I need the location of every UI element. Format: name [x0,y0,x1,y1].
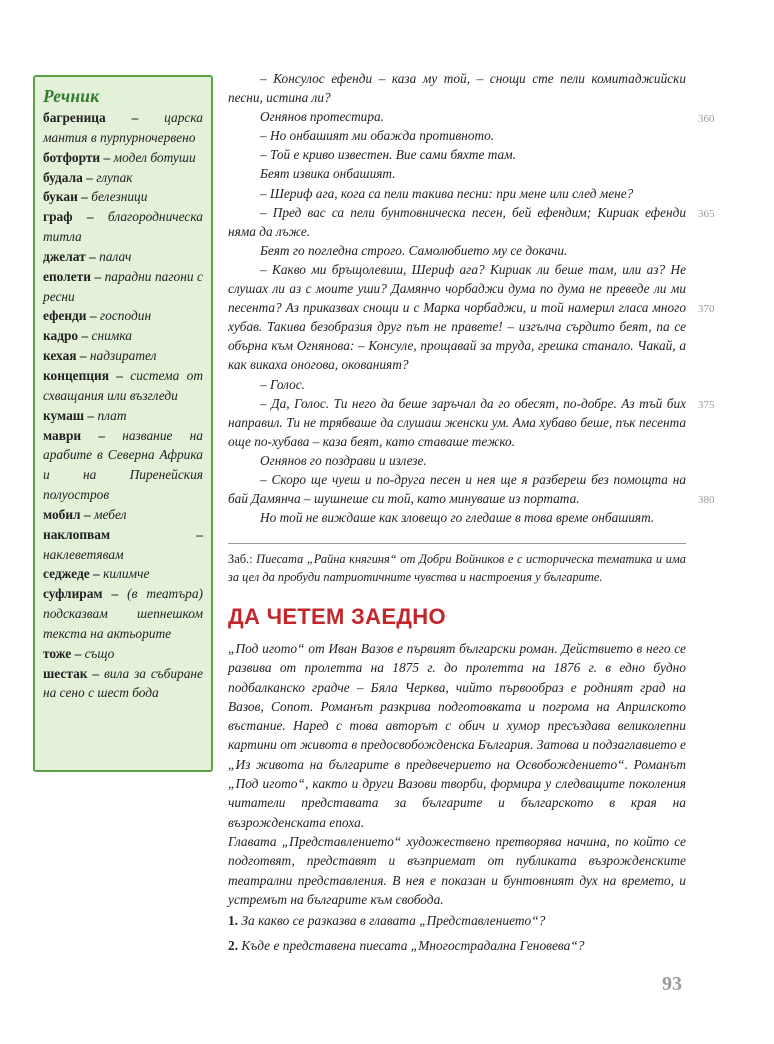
glossary-entry: будала – глупак [43,169,133,185]
note-label: Заб.: [228,552,253,566]
glossary-box [33,75,213,772]
dialogue-line: – Скоро ще чуеш и по-друга песен и нея ще я разбереш без помощта на бай Дамянча – шушнеше си той, като минуваше из портата. [228,471,686,507]
glossary-definition: плат [97,407,127,423]
glossary-definition: (в театъра) подсказвам шепнешком текста на актьорите [43,586,203,641]
dialogue-text [228,69,686,527]
glossary-term: граф [43,209,73,225]
glossary-entry: маври – название на арабите в Северна Африка и на Пиренейския полуостров [43,427,203,503]
question-item [228,911,686,930]
dialogue-line: Беят го погледна строго. Самолюбието му се докачи. [260,242,568,258]
dialogue-line: – Какво ми бръщолевиш, Шериф ага? Кириак ли беше там, или аз? Не слушах ли аз с моите уши? Дамянчо чорбаджи дума по дума не преведе ли ми песента? Аз приказвах снощи и с Марка чорбаджи, и той намерил гласа много хубав. Такива безобразия друг път не правете! – изгълча сърдито беят, па се обърна към Огнянова: – Консуле, прощавай за труда, грешка станало. Чакай, а как викаха оногова, окованият? [228,261,686,373]
glossary-entry: седжеде – килимче [43,566,150,582]
glossary-definition: мебел [93,506,127,522]
glossary-term: багреница [43,110,106,125]
glossary-term: джелат [43,248,86,264]
glossary-term: суфлирам [43,586,103,602]
dialogue-line: – Шериф ага, кога са пели такива песни: при мене или след мене? [260,185,634,201]
dialogue-line: Но той не виждаше как зловещо го гледаше в това време онбашият. [260,510,655,526]
glossary-term: маври [43,427,82,443]
glossary-term: шестак [43,665,88,681]
glossary-term: тоже [43,645,72,661]
glossary-entry: концепция – система от схващания или възгледи [43,367,203,403]
glossary-definition: господин [99,308,152,324]
glossary-entry: джелат – палач [43,248,132,264]
dialogue-line: – Пред вас са пели бунтовническа песен, бей ефендим; Кириак ефенди няма да лъже. [228,204,686,239]
dialogue-line: – Да, Голос. Ти него да беше заръчал да го обесят, по-добре. Аз тъй бих направил. Ти не трябваше да слушаш женски ум. Ама хубаво беше, пък песента още по-хубава – каза беят, като ставаше тежко. [228,395,686,449]
glossary-definition: глупак [96,169,133,185]
glossary-term: кадро [43,328,79,344]
dialogue-line: Огнянов го поздрави и излезе. [260,452,427,468]
dialogue-line: – Но онбашият ми обажда противното. [260,128,495,144]
question-number: 1. [228,913,239,928]
glossary-entry: суфлирам – (в театъра) подсказвам шепнешком текста на актьорите [43,586,203,641]
glossary-definition: белезници [91,189,148,205]
glossary-term: кумаш [43,407,85,423]
glossary-entry: кехая – надзирател [43,348,157,364]
note-divider [228,543,686,544]
page-number: 93 [662,973,682,995]
dialogue-line: – Той е криво известен. Вие сами бяхте там. [260,147,516,163]
glossary-term: еполети [43,268,91,284]
line-number: 365 [698,208,715,220]
glossary-title: Речник [43,86,100,106]
glossary-entry: ефенди – господин [43,308,152,324]
section-body [228,639,686,909]
glossary-term: букаи [43,189,78,205]
glossary-entry: граф – благородническа титла [43,209,203,245]
section-paragraph: Главата „Представлението“ художествено претворява начина, по който се подготвят, представят и възприемат от публиката възрожденските театрални представления. В нея е показан и бунтовният дух на времето, и устремът на българите към свобода. [228,833,686,907]
glossary-entries [43,108,203,703]
glossary-definition: благородническа титла [43,209,203,245]
glossary-term: ефенди [43,308,87,324]
glossary-definition: наклеветявам [43,546,124,562]
glossary-entry: мобил – мебел [43,506,127,522]
line-number: 375 [698,399,715,411]
glossary-term: наклопвам [43,526,111,542]
glossary-entry: тоже – също [43,645,115,661]
glossary-definition: система от схващания или възгледи [43,367,203,403]
section-paragraph: „Под игото“ от Иван Вазов е първият български роман. Действието в него се развива от пролетта на 1875 г. до пролетта на 1876 г. в едно будно подбалканско градче – Бяла Черква, чийто първообраз е родният град на Вазов, Сопот. Романът разкрива подготовката и погрома на Априлското въстание. Наред с това авторът с обич и хумор пресъздава великолепни картини от живота в предосвобожденска България. Затова и подзаглавието е „Из живота на българите в предвечерието на Освобождението“. Романът „Под игото“, както и други Вазови творби, формира у следващите поколения читатели представата за българите и българското в края на възрожденската епоха. [228,641,686,830]
glossary-entry: кадро – снимка [43,328,132,344]
glossary-entry: багреница – царска мантия в пурпурночервено [43,110,203,145]
glossary-entry: наклопвам – наклеветявам [43,526,203,562]
footnote [228,550,686,586]
glossary-term: седжеде [43,566,90,582]
glossary-term: мобил [43,506,81,522]
glossary-definition: снимка [91,328,132,344]
glossary-entry: кумаш – плат [43,407,127,423]
line-number: 360 [698,113,715,125]
glossary-term: ботфорти [43,149,101,165]
glossary-entry: букаи – белезници [43,189,148,205]
dialogue-line: Огнянов протестира. [260,109,384,125]
dialogue-line: Беят извика онбашият. [260,166,396,182]
question-text: Къде е представена пиесата „Многострадална Геновева“? [241,938,585,953]
glossary-definition: също [84,645,115,661]
question-text: За какво се разказва в главата „Представлението“? [241,913,546,928]
glossary-term: концепция [43,367,109,383]
question-item [228,936,686,955]
line-number: 370 [698,303,715,315]
questions [228,911,686,961]
glossary-entry: ботфорти – модел ботуши [43,149,196,165]
glossary-definition: вила за събиране на сено с шест бода [43,665,203,701]
glossary-definition: модел ботуши [113,149,196,165]
line-number: 380 [698,494,715,506]
glossary-entry: шестак – вила за събиране на сено с шест бода [43,665,203,701]
dialogue-line: – Голос. [260,376,306,392]
glossary-term: кехая [43,348,77,364]
glossary-definition: парадни пагони с ресни [43,268,204,304]
glossary-definition: название на арабите в Северна Африка и на Пиренейския полуостров [43,427,203,503]
glossary-definition: надзирател [89,348,157,364]
question-number: 2. [228,938,239,953]
section-title: ДА ЧЕТЕМ ЗАЕДНО [228,604,446,629]
glossary-entry: еполети – парадни пагони с ресни [43,268,204,304]
glossary-term: будала [43,169,83,185]
glossary-definition: царска мантия в пурпурночервено [43,110,203,145]
note-text: Пиесата „Райна княгиня“ от Добри Войников е с историческа тематика и има за цел да пробуди патриотичните чувства и настроения у българите. [228,552,686,584]
dialogue-line: – Консулос ефенди – каза му той, – снощи сте пели комитаджийски песни, истина ли? [228,71,686,106]
glossary-definition: палач [99,248,132,264]
glossary-definition: килимче [103,566,150,582]
